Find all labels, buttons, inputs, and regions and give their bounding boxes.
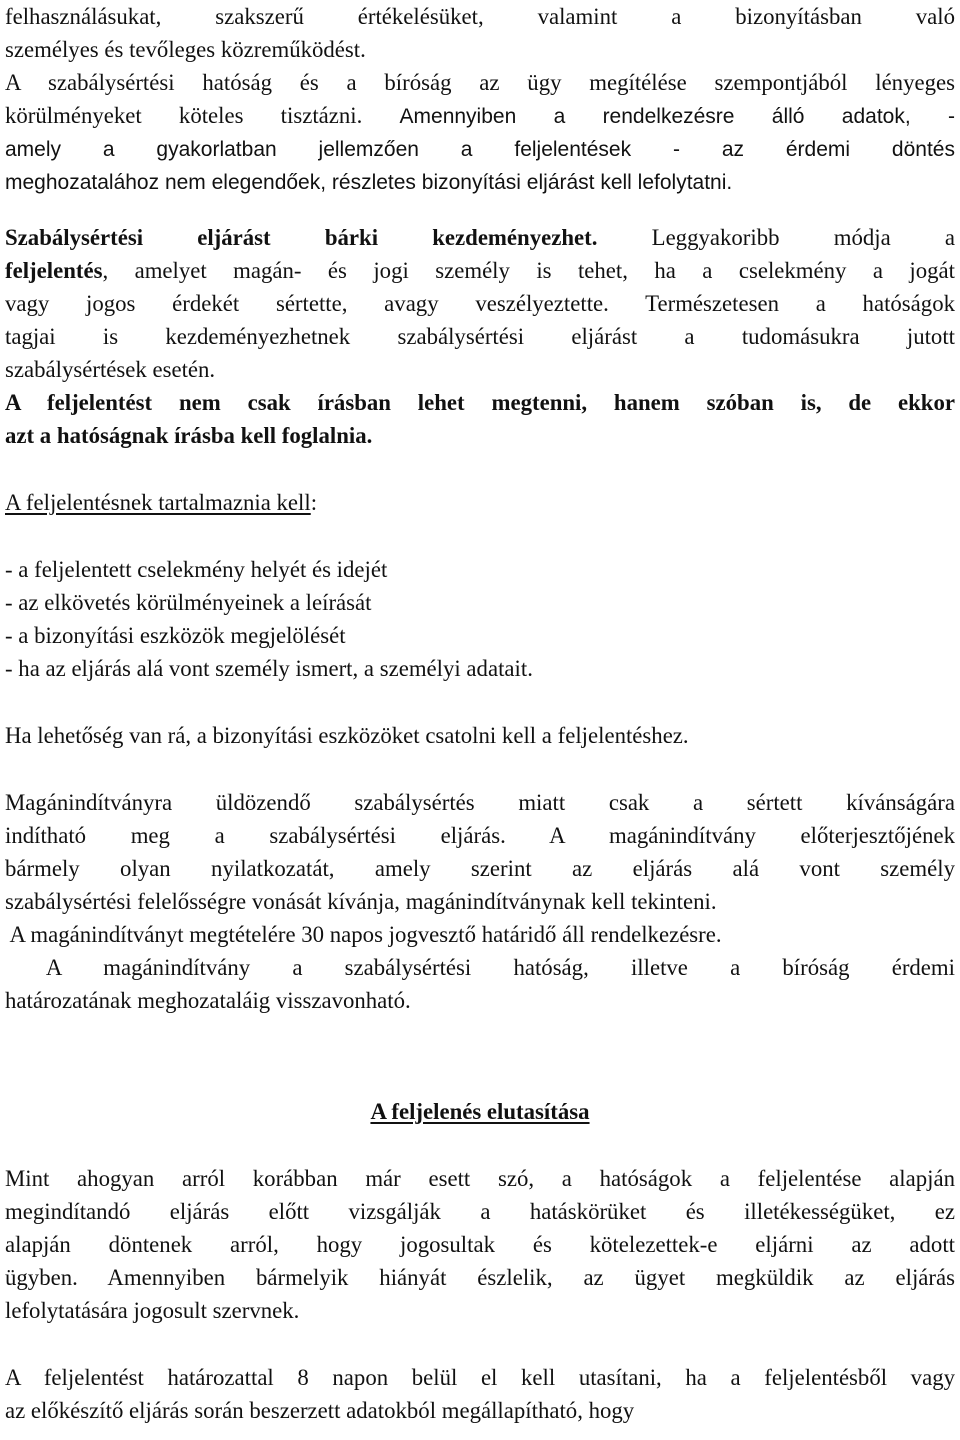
paragraph-oral-report [5,386,955,452]
paragraph-evidence [5,719,955,752]
list-heading-colon: : [310,490,318,515]
list-heading [5,486,955,519]
text-line: ügyben. Amennyiben bármelyik hiányát észlelik, az ügyet megküldik az eljárás [5,1265,955,1290]
paragraph-continuation [5,0,955,66]
text-segment: körülményeket köteles tisztázni. [5,103,363,128]
section-title-text: A feljelenés elutasítása [370,1099,590,1124]
text-line: bármely olyan nyilatkozatát, amely szerint az eljárás alá vont személy [5,856,955,881]
text-line: szabálysértések esetén. [5,357,216,382]
text-line: az előkészítő eljárás során beszerzett adatokból megállapítható, hogy [5,1398,635,1423]
requirements-list [5,553,955,685]
text-line: Magánindítványra üldözendő szabálysértés miatt csak a sértett kívánságára [5,790,955,815]
text-line: megindítandó eljárás előtt vizsgálják a hatáskörüket és illetékességüket, ez [5,1199,955,1224]
text-line: alapján döntenek arról, hogy jogosultak és kötelezettek-e eljárni az adott [5,1232,955,1257]
text-line: személyes és tevőleges közreműködést. [5,37,366,62]
bold-term: feljelentés [5,258,103,283]
text-line: A szabálysértési hatóság és a bíróság az ügy megítélése szempontjából lényeges [5,70,955,95]
text-line: A magánindítvány a szabálysértési hatóság, illetve a bíróság érdemi [5,955,955,980]
text-line: azt a hatóságnak írásba kell foglalnia. [5,423,373,448]
paragraph-withdrawal [5,951,955,1017]
text-line: felhasználásukat, szakszerű értékelésüket, valamint a bizonyításban való [5,4,955,29]
paragraph-clarification [5,66,955,199]
paragraph-private-motion [5,786,955,918]
list-item: - a bizonyítási eszközök megjelölését [5,623,346,648]
text-line: A feljelentést határozattal 8 napon belül el kell utasítani, ha a feljelentésből vagy [5,1365,955,1390]
paragraph-deadline [5,918,955,951]
text-line: szabálysértési felelősségre vonását kívánja, magánindítványnak kell tekinteni. [5,889,717,914]
list-heading-text: A feljelentésnek tartalmaznia kell [5,490,311,515]
text-line: amely a gyakorlatban jellemzően a feljelentések - az érdemi döntés [5,138,955,161]
list-item: - az elkövetés körülményeinek a leírását [5,590,372,615]
document-page [5,0,955,1427]
section-title [5,1095,955,1128]
text-segment: Leggyakoribb módja a [597,225,955,250]
text-line: meghozatalához nem elegendőek, részletes bizonyítási eljárást kell lefolytatni. [5,171,733,194]
text-line: indítható meg a szabálysértési eljárás. A magánindítvány előterjesztőjének [5,823,955,848]
text-line [5,99,955,133]
text-segment-sans: Amennyiben a rendelkezésre álló adatok, - [399,105,955,128]
list-item: - ha az eljárás alá vont személy ismert, a személyi adatait. [5,656,533,681]
paragraph-rejection [5,1361,955,1427]
text-line: A feljelentést nem csak írásban lehet megtenni, hanem szóban is, de ekkor [5,390,955,415]
paragraph-initiation [5,221,955,386]
text-line: Mint ahogyan arról korábban már esett szó, a hatóságok a feljelentése alapján [5,1166,955,1191]
list-item: - a feljelentett cselekmény helyét és idejét [5,557,388,582]
text-line: vagy jogos érdekét sértette, avagy veszélyeztette. Természetesen a hatóságok [5,291,955,316]
text-segment: , amelyet magán- és jogi személy is tehet, ha a cselekmény a jogát [102,258,955,283]
text-line [5,254,955,287]
text-line: határozatának meghozataláig visszavonható. [5,988,411,1013]
paragraph-competence [5,1162,955,1327]
text-line: A magánindítványt megtételére 30 napos jogvesztő határidő áll rendelkezésre. [5,922,722,947]
text-line: tagjai is kezdeményezhetnek szabálysértési eljárást a tudomásukra jutott [5,324,955,349]
text-line: lefolytatására jogosult szervnek. [5,1298,300,1323]
bold-lead: Szabálysértési eljárást bárki kezdeményezhet. [5,225,598,250]
text-line [5,221,955,254]
text-line: Ha lehetőség van rá, a bizonyítási eszközöket csatolni kell a feljelentéshez. [5,723,689,748]
